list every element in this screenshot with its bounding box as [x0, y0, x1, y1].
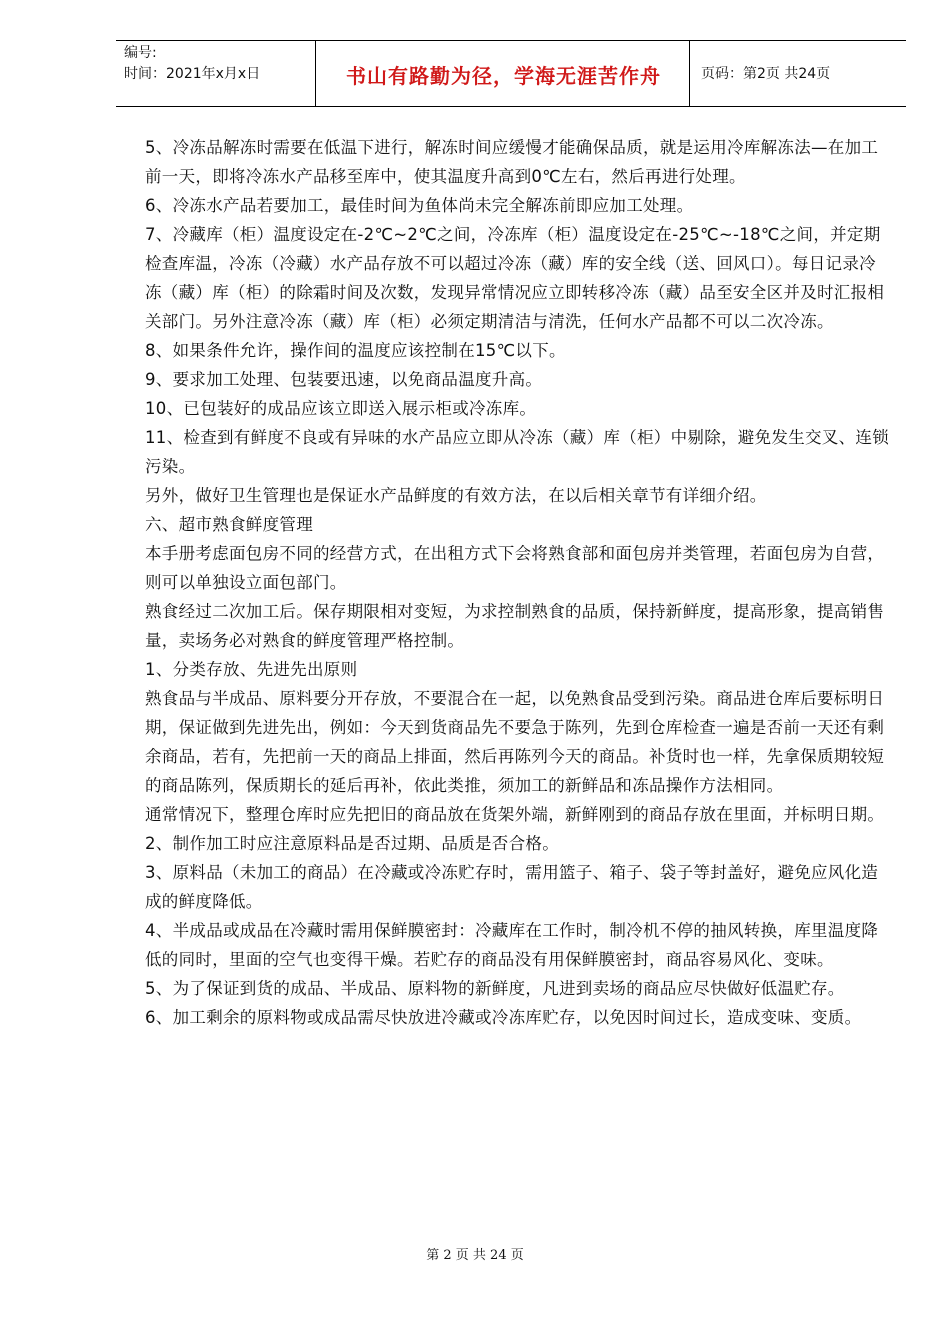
paragraph: 4、半成品或成品在冷藏时需用保鲜膜密封：冷藏库在工作时，制冷机不停的抽风转换，库里温度降低的同时，里面的空气也变得干燥。若贮存的商品没有用保鲜膜密封，商品容易风化、变味。: [145, 921, 879, 969]
paragraph: 10、已包装好的成品应该立即送入展示柜或冷冻库。: [145, 399, 537, 418]
subsection-heading: 1、分类存放、先进先出原则: [145, 660, 358, 679]
page-footer: 第 2 页 共 24 页: [426, 1248, 524, 1263]
paragraph: 2、制作加工时应注意原料品是否过期、品质是否合格。: [145, 834, 559, 853]
paragraph: 3、原料品（未加工的商品）在冷藏或冷冻贮存时，需用篮子、箱子、袋子等封盖好，避免应风化造成的鲜度降低。: [145, 863, 879, 911]
paragraph: 11、检查到有鲜度不良或有异味的水产品应立即从冷冻（藏）库（柜）中剔除，避免发生交叉、连锁污染。: [145, 428, 889, 476]
paragraph: 7、冷藏库（柜）温度设定在-2℃~2℃之间，冷冻库（柜）温度设定在-25℃~-18℃之间，并定期检查库温，冷冻（冷藏）水产品存放不可以超过冷冻（藏）库的安全线（送、回风口）。每日记录冷冻（藏）库（柜）的除霜时间及次数，发现异常情况应立即转移冷冻（藏）品至安全区并及时汇报相关部门。另外注意冷冻（藏）库（柜）必须定期清洁与清洗，任何水产品都不可以二次冷冻。: [145, 225, 885, 331]
header-page-label: 页码：第2页 共24页: [701, 66, 831, 82]
paragraph: 9、要求加工处理、包装要迅速，以免商品温度升高。: [145, 370, 543, 389]
header-time-label: 时间：2021年x月x日: [124, 66, 261, 82]
paragraph: 5、冷冻品解冻时需要在低温下进行，解冻时间应缓慢才能确保品质，就是运用冷库解冻法—在加工前一天，即将冷冻水产品移至库中，使其温度升高到0℃左右，然后再进行处理。: [145, 138, 879, 186]
paragraph: 另外，做好卫生管理也是保证水产品鲜度的有效方法，在以后相关章节有详细介绍。: [145, 486, 767, 505]
header-motto: 书山有路勤为径，学海无涯苦作舟: [346, 64, 661, 88]
page-header: [116, 40, 906, 107]
paragraph: 熟食经过二次加工后。保存期限相对变短，为求控制熟食的品质，保持新鲜度，提高形象，提高销售量，卖场务必对熟食的鲜度管理严格控制。: [145, 602, 885, 650]
paragraph: 8、如果条件允许，操作间的温度应该控制在15℃以下。: [145, 341, 566, 360]
section-heading: 六、超市熟食鲜度管理: [145, 515, 313, 534]
header-meta: [124, 43, 260, 85]
paragraph: 6、冷冻水产品若要加工，最佳时间为鱼体尚未完全解冻前即应加工处理。: [145, 196, 694, 215]
document-body: [145, 133, 890, 1032]
paragraph: 5、为了保证到货的成品、半成品、原料物的新鲜度，凡进到卖场的商品应尽快做好低温贮存。: [145, 979, 845, 998]
paragraph: 通常情况下，整理仓库时应先把旧的商品放在货架外端，新鲜刚到的商品存放在里面，并标明日期。: [145, 805, 885, 824]
paragraph: 本手册考虑面包房不同的经营方式，在出租方式下会将熟食部和面包房并类管理，若面包房为自营，则可以单独设立面包部门。: [145, 544, 885, 592]
header-top-rule: [116, 40, 906, 41]
header-bottom-rule: [116, 106, 906, 107]
paragraph: 熟食品与半成品、原料要分开存放，不要混合在一起，以免熟食品受到污染。商品进仓库后要标明日期，保证做到先进先出，例如：今天到货商品先不要急于陈列，先到仓库检查一遍是否前一天还有剩余商品，若有，先把前一天的商品上排面，然后再陈列今天的商品。补货时也一样，先拿保质期较短的商品陈列，保质期长的延后再补，依此类推，须加工的新鲜品和冻品操作方法相同。: [145, 689, 885, 795]
paragraph: 6、加工剩余的原料物或成品需尽快放进冷藏或冷冻库贮存，以免因时间过长，造成变味、变质。: [145, 1008, 862, 1027]
header-code-label: 编号:: [124, 45, 157, 61]
